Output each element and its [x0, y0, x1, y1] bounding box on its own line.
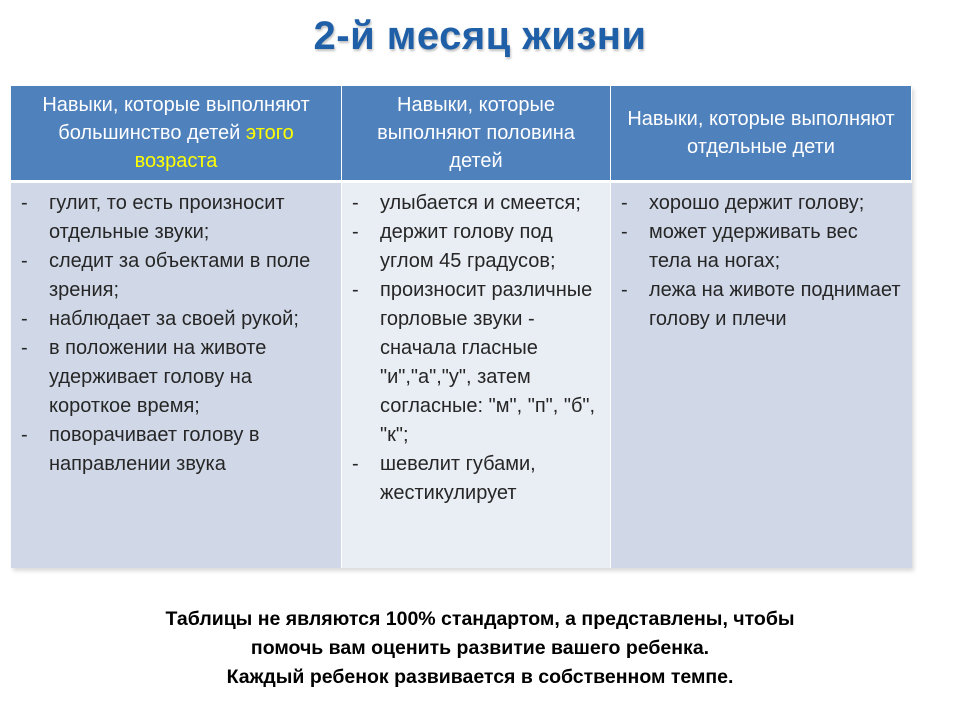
list-item — [348, 276, 602, 450]
footer-line-2: помочь вам оценить развитие вашего ребенка. — [250, 637, 710, 659]
list-item-text: поворачивает голову в направлении звука — [49, 424, 260, 475]
bullet-dash: - — [21, 250, 28, 272]
list-item-text: улыбается и смеется; — [380, 192, 581, 214]
list-item — [17, 189, 333, 247]
bullet-dash: - — [21, 337, 28, 359]
bullet-dash: - — [352, 192, 359, 214]
list-item — [348, 189, 602, 218]
list-item-text: гулит, то есть произносит отдельные звуки; — [49, 192, 285, 243]
header-some — [611, 86, 912, 183]
list-item-text: в положении на животе удерживает голову на короткое время; — [49, 337, 267, 417]
footer-line-1: Таблицы не являются 100% стандартом, а представлены, чтобы — [165, 608, 795, 630]
skills-table — [11, 86, 912, 568]
bullet-dash: - — [621, 192, 628, 214]
bullet-dash: - — [352, 453, 359, 475]
list-item-text: шевелит губами, жестикулирует — [380, 453, 536, 504]
list-item-text: произносит различные горловые звуки - сначала гласные "и","а","у", затем согласные: "м", "п", "б", "к"; — [380, 279, 596, 446]
column-majority — [11, 183, 342, 568]
list-item — [17, 305, 333, 334]
bullet-dash: - — [352, 279, 359, 301]
footer-note — [0, 605, 960, 692]
column-half — [342, 183, 611, 568]
list-item — [348, 450, 602, 508]
skills-list-half — [348, 189, 602, 508]
list-item — [617, 276, 904, 334]
header-half — [342, 86, 611, 183]
footer-line-3: Каждый ребенок развивается в собственном темпе. — [226, 666, 734, 688]
bullet-dash: - — [621, 221, 628, 243]
list-item — [17, 247, 333, 305]
list-item-text: наблюдает за своей рукой; — [49, 308, 299, 330]
list-item-text: лежа на животе поднимает голову и плечи — [649, 279, 901, 330]
bullet-dash: - — [21, 308, 28, 330]
header-some-text: Навыки, которые выполняют отдельные дети — [627, 108, 895, 158]
skills-list-some — [617, 189, 904, 334]
list-item-text: хорошо держит голову; — [649, 192, 865, 214]
bullet-dash: - — [21, 424, 28, 446]
list-item-text: следит за объектами в поле зрения; — [49, 250, 311, 301]
header-half-text: Навыки, которые выполняют половина детей — [377, 94, 575, 172]
bullet-dash: - — [621, 279, 628, 301]
page-title: 2-й месяц жизни — [313, 14, 647, 58]
list-item — [617, 218, 904, 276]
header-majority-text: Навыки, которые выполняют большинство детей этого возраста — [42, 94, 310, 172]
list-item — [17, 421, 333, 479]
column-some — [611, 183, 912, 568]
header-majority — [11, 86, 342, 183]
bullet-dash: - — [352, 221, 359, 243]
header-highlight: этого возраста — [134, 122, 294, 172]
list-item-text: может удерживать вес тела на ногах; — [649, 221, 858, 272]
list-item-text: держит голову под углом 45 градусов; — [380, 221, 556, 272]
list-item — [348, 218, 602, 276]
list-item — [17, 334, 333, 421]
skills-list-majority — [17, 189, 333, 479]
bullet-dash: - — [21, 192, 28, 214]
list-item — [617, 189, 904, 218]
